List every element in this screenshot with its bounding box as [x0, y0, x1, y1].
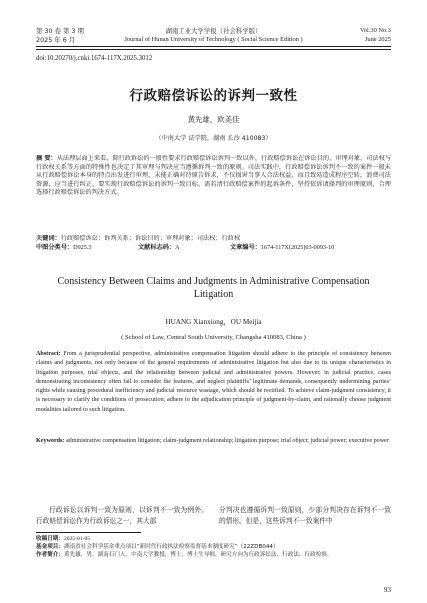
header-volume-issue: 第 30 卷 第 3 期: [36, 27, 84, 35]
title-en-line2: Litigation: [193, 289, 234, 300]
doc-code-label: 文献标志码：: [138, 244, 176, 251]
article-number: [230, 244, 334, 253]
fund-project: [36, 544, 391, 552]
keywords-cn-label: 关键词：: [36, 235, 61, 242]
abstract-en-label: Abstract:: [36, 351, 61, 357]
doi: doi:10.20270/j.cnki.1674-117X.2025.3012: [36, 55, 153, 62]
keywords-en-label: Keywords:: [36, 438, 65, 444]
header-volume-en: Vol.30 No.3: [360, 27, 391, 34]
abstract-en: [36, 350, 391, 434]
body-column-right: 分判决也遵循诉判一致原则，少部分判决存在诉判不一致的情形。但是，这些诉判不一致案件中: [219, 506, 391, 525]
article-number-value: 1674-117X(2025)03-0093-10: [260, 244, 335, 251]
clc-value: D925.3: [73, 244, 92, 251]
article-number-label: 文章编号：: [230, 244, 261, 251]
keywords-en-text: administrative compensation litigation; claim-judgment relationship; litigation purpose; trial object; judicial power; executive power: [65, 438, 389, 444]
header-date-en: June 2025: [364, 35, 391, 43]
affiliation-en: ( School of Law, Central South University, Changsha 410083, China ): [121, 334, 306, 341]
header-journal-cn: 湖南工业大学学报（社会科学版）: [165, 27, 262, 35]
fund-label: 基金项目：: [36, 543, 64, 550]
keywords-cn: [36, 235, 391, 244]
received-value: 2025-01-05: [63, 536, 91, 542]
abstract-cn-text: 从法理层面上来看，除行政诉讼的一般性要求行政赔偿诉讼诉判一致以外，行政赔偿诉讼在诉讼目的、审理对象、司法权与行政权关系等方面的特殊性也决定了其审理与判决应当遵循诉判一致的原则。司法实践中，行政赔偿诉讼诉判不一致的案件一般未从行政赔偿诉讼本身的特点出发进行审理，未能正确对待原告诉求，不仅损害当事人合法权益、而且致易造成程序空转，浪费司法资源，应当进行纠正。要实现行政赔偿诉讼的诉判一致目标，需若清行政赔偿案件的起诉条件，坚持依诉请择判的审理原则，合理选择行政赔偿诉讼的判决方式。: [36, 155, 391, 197]
authors-cn: 黄先雄，欧美佳: [187, 115, 240, 124]
clc-label: 中图分类号：: [36, 244, 74, 251]
authors-en: HUANG Xianxiong，OU Meijia: [165, 318, 262, 326]
author-bio: [36, 552, 391, 560]
header-rule-top: [36, 46, 391, 47]
abstract-cn-label: 摘 要：: [36, 155, 57, 162]
received-label: 收稿日期：: [36, 536, 64, 542]
abstract-en-text: From a jurisprudential perspective, administrative compensation litigation should adhere to the principle of consistency between claims and judgments, not only because of the general requirements of administrative litigation but also due to its unique characteristics in litigation purposes, trial objects, and the relationship between judicial and administrative powers. However, in judicial practice, cases demonstrating inconsistency often fail to consider the features, and neglect plaintiffs’ legitimate demands, consequently undermining parties’ rights while causing procedural inefficiency and judicial resource wastage, which should be rectified. To achieve claim-judgment consistency, it is necessary to clarify the conditions of prosecution, adhere to the adjudication principle of judgment-by-claim, and rationally choose judgment modalities tailored to such litigation.: [36, 351, 391, 413]
body-column-left: 行政诉讼以诉判一致为原则，以诉判不一致为例外。行政赔偿诉讼作为行政诉讼之一，其大部: [36, 506, 208, 525]
footnote-rule: [36, 532, 141, 533]
footnotes: [36, 536, 391, 559]
header-date-cn: 2025 年 6 月: [36, 35, 76, 44]
keywords-cn-text: 行政赔偿诉讼；诉判关系；诉讼目的；审理对象；司法权；行政权: [60, 235, 241, 242]
header-rule-bottom: [36, 49, 391, 50]
fund-value: 湖南省社会科学基金重点项目“新时代行政执法检察监督基本制度研究”（22ZDB044）: [63, 543, 279, 550]
received-date: [36, 536, 391, 544]
keywords-en: [36, 437, 391, 446]
title-cn: 行政赔偿诉讼的诉判一致性: [129, 88, 298, 104]
author-bio-value: 黄先雄，男，湖南石门人，中南大学教授，博士，博士生导师，研究方向为行政诉讼法、行政法、行政检察。: [63, 551, 333, 558]
author-bio-label: 作者简介：: [36, 551, 64, 558]
affiliation-cn: （中南大学 法学院，湖南 长沙 410083）: [155, 135, 272, 142]
doc-code-value: A: [175, 244, 180, 251]
doc-code: [138, 244, 180, 253]
title-en-line1: Consistency Between Claims and Judgments in Administrative Compensation: [57, 276, 370, 287]
clc-number: [36, 244, 92, 253]
page-number: 93: [384, 586, 391, 594]
title-en: [0, 275, 427, 301]
header-journal-en: Journal of Hunan University of Technology ( Social Science Edition ): [124, 35, 303, 43]
abstract-cn: [36, 155, 391, 223]
